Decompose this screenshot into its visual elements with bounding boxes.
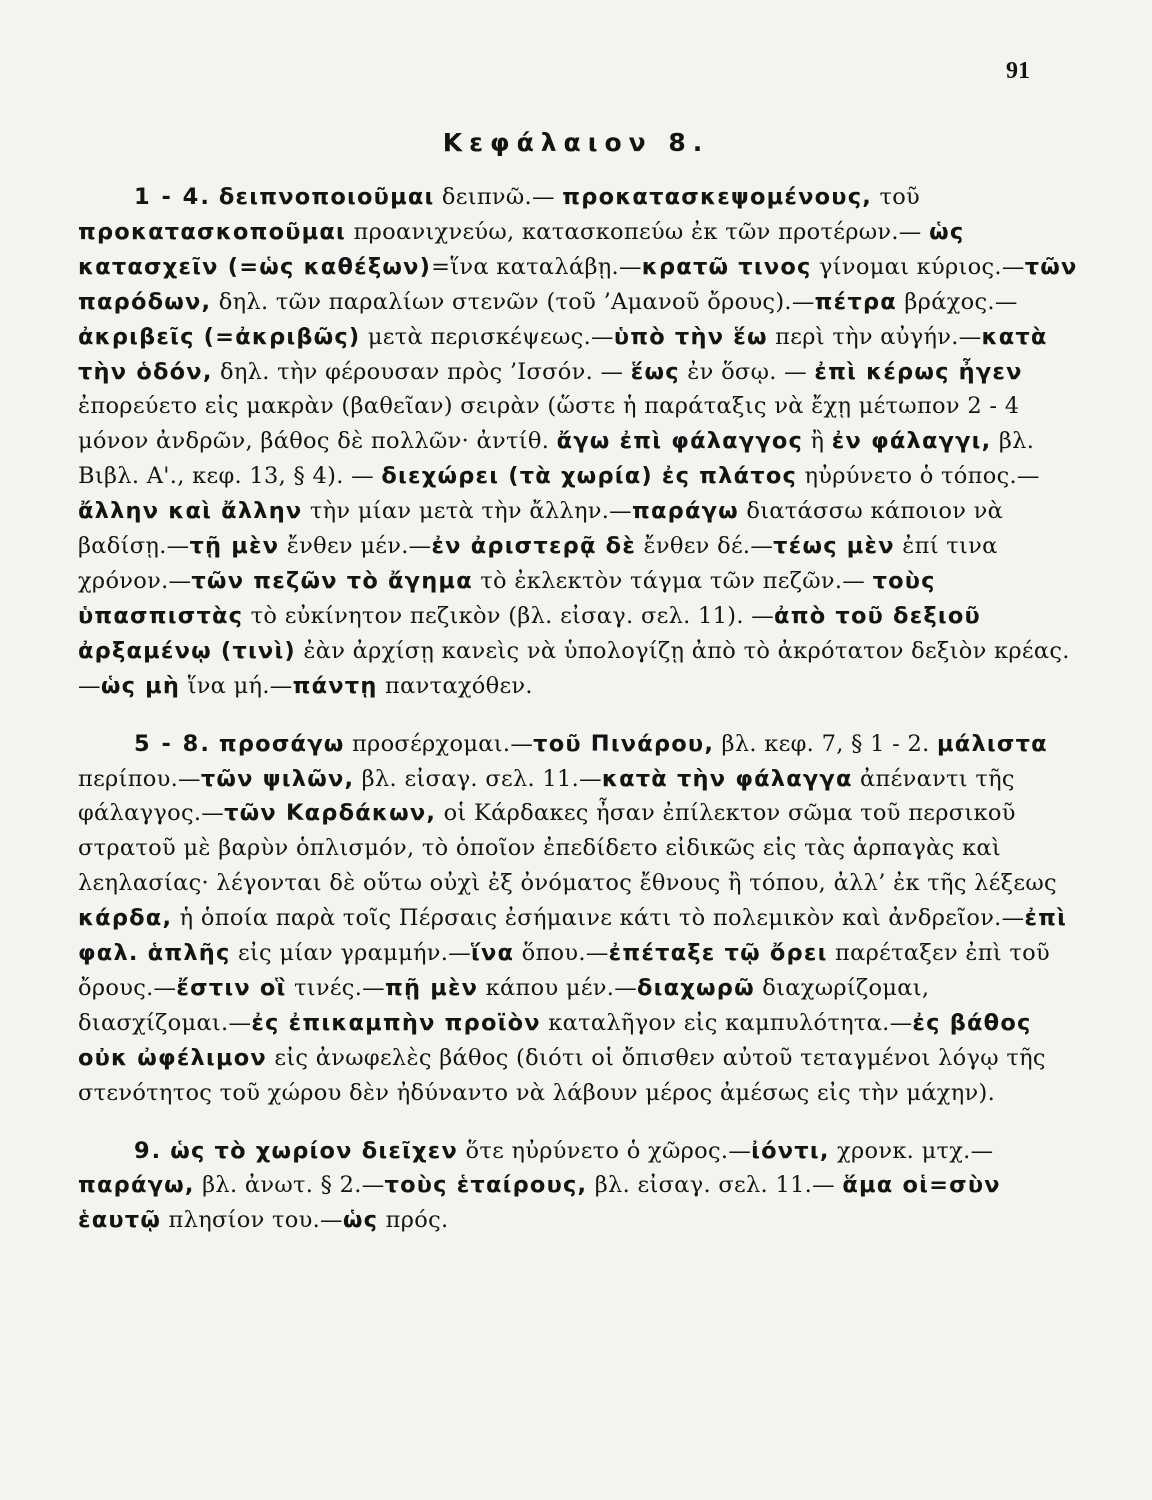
lemma-term: ὡς τὸ χωρίον διεῖχεν (170, 1137, 459, 1164)
lemma-term: ἐπὶ κέρως ἦγεν (814, 358, 1023, 385)
gloss-text: ἐὰν ἀρχίσῃ κανεὶς νὰ ὑπολογίζῃ ἀπὸ τὸ ἀκρότατον δεξιὸν κρέας.— (78, 637, 1070, 699)
gloss-text: πρός. (378, 1207, 449, 1234)
gloss-text: προσέρχομαι.— (344, 730, 534, 757)
gloss-text: ἵνα μή.— (180, 672, 293, 699)
gloss-text: τὸ ἐκλεκτὸν τάγμα τῶν πεζῶν.— (472, 567, 873, 594)
gloss-text: γίνομαι κύριος.— (811, 253, 1025, 280)
lemma-term: προκατασκεψομένους, (562, 184, 872, 210)
gloss-text: τοῦ (872, 184, 921, 210)
lemma-term: τοῦ Πινάρου, (533, 730, 715, 757)
lemma-term: πάντῃ (292, 672, 378, 699)
lemma-term: κατὰ τὴν φάλαγγα (601, 765, 853, 792)
gloss-text: ἐπί τινα χρόνον.— (78, 533, 998, 594)
lemma-term: προσάγω (218, 730, 345, 757)
gloss-text: διατάσσω κάποιον νὰ βαδίσῃ.— (78, 498, 1004, 560)
gloss-text: τὴν μίαν μετὰ τὴν ἄλλην.— (302, 498, 632, 525)
lemma-term: ἅμα οἱ=σὺν ἑαυτῷ (78, 1172, 1001, 1234)
lemma-term: ἄλλην καὶ ἄλλην (78, 498, 303, 525)
gloss-text: ἔνθεν μέν.— (279, 533, 432, 560)
gloss-text: βλ. ἀνωτ. § 2.— (194, 1172, 385, 1199)
paragraph-number: 1 - 4. (134, 184, 211, 210)
gloss-text: ἀπέναντι τῆς φάλαγγος.— (78, 765, 1015, 827)
lemma-term: ἀκριβεῖς (=ἀκριβῶς) (78, 323, 361, 350)
gloss-text: ἡ ὁποία παρὰ τοῖς Πέρσαις ἐσήμαινε κάτι τὸ πολεμικὸν καὶ ἀνδρεῖον.— (172, 905, 1025, 932)
gloss-text: ἐν ὅσῳ. — (679, 358, 815, 385)
gloss-text: χρονκ. μτχ.— (829, 1137, 994, 1164)
lemma-term: ἐν ἀριστερᾷ δὲ (431, 533, 637, 560)
lemma-term: ἵνα (471, 940, 515, 967)
lemma-term: ἐπὶ φαλ. ἁπλῆς (78, 905, 1068, 967)
gloss-text: προανιχνεύω, κατασκοπεύω ἐκ τῶν προτέρων.— (346, 218, 930, 245)
lemma-term: μάλιστα (937, 730, 1048, 757)
gloss-text: δηλ. τὴν φέρουσαν πρὸς ’Ισσόν. — (212, 358, 631, 385)
paragraph-1-4 (78, 180, 1086, 704)
gloss-text: ὅτε ηὐρύνετο ὁ χῶρος.— (458, 1137, 752, 1164)
paragraph-number: 5 - 8. (134, 730, 211, 757)
lemma-term: τέως μὲν (773, 533, 895, 560)
lemma-term: ἰόντι, (751, 1137, 830, 1164)
gloss-text: καταλῆγον εἰς καμπυλότητα.— (540, 1009, 913, 1036)
gloss-text: τὸ εὐκίνητον πεζικὸν (βλ. εἰσαγ. σελ. 11). — (243, 602, 775, 629)
gloss-text: =ἵνα καταλάβῃ.— (431, 253, 642, 280)
paragraph-text (78, 184, 1078, 699)
lemma-term: τῶν ψιλῶν, (200, 765, 355, 792)
gloss-text: δειπνῶ.— (434, 184, 563, 210)
gloss-text: ὅπου.— (514, 940, 609, 967)
chapter-title: Κεφάλαιον 8. (442, 128, 710, 157)
gloss-text: πλησίον του.— (161, 1207, 343, 1234)
gloss-text: ἐπορεύετο εἰς μακρὰν (βαθεῖαν) σειρὰν (ὥστε ἡ παράταξις νὰ ἔχῃ μέτωπον 2 - 4 μόνον ἀνδρῶν, βάθος δὲ πολλῶν· ἀντίθ. (78, 393, 1020, 455)
page-number: 91 (1006, 58, 1030, 84)
lemma-term: ἄγω ἐπὶ φάλαγγος (556, 428, 804, 455)
gloss-text: διαχωρίζομαι, διασχίζομαι.— (78, 974, 930, 1036)
gloss-text: περὶ τὴν αὐγήν.— (767, 323, 982, 350)
paragraph-text (78, 1138, 1001, 1234)
paragraph-9 (78, 1134, 1086, 1239)
lemma-term: δειπνοποιοῦμαι (218, 184, 435, 210)
gloss-text: εἰς μίαν γραμμήν.— (230, 940, 472, 967)
gloss-text: παρέταξεν ἐπὶ τοῦ ὄρους.— (78, 940, 1051, 1001)
lemma-term: πέτρα (814, 288, 897, 315)
lemma-term: τῇ μὲν (189, 533, 280, 560)
paragraph-5-8 (78, 727, 1086, 1111)
gloss-text: βράχος.— (896, 288, 1018, 315)
lemma-term: ἐς ἐπικαμπὴν προϊὸν (251, 1009, 541, 1036)
paragraph-number: 9. (134, 1137, 163, 1164)
lemma-term: ὡς κατασχεῖν (=ὡς καθέξων) (78, 218, 965, 280)
lemma-term: διεχώρει (τὰ χωρία) ἐς πλάτος (381, 463, 798, 490)
gloss-text: ἔνθεν δέ.— (636, 533, 774, 560)
lemma-term: ἔστιν οἳ (176, 974, 287, 1001)
lemma-term: παράγω, (78, 1172, 195, 1199)
lemma-term: τοὺς ἑταίρους, (384, 1172, 588, 1199)
lemma-term: κατὰ τὴν ὁδόν, (78, 323, 1048, 385)
lemma-term: κάρδα, (78, 905, 173, 932)
gloss-text: βλ. κεφ. 7, § 1 - 2. (714, 730, 938, 757)
lemma-term: διαχωρῶ (637, 974, 755, 1001)
gloss-text: εἰς ἀνωφελὲς βάθος (διότι οἱ ὄπισθεν αὐτοῦ τεταγμένοι λόγῳ τῆς στενότητος τοῦ χώρου δὲν ἠδύναντο νὰ λάβουν μέρος ἀμέσως εἰς τὴν μάχην). (78, 1044, 1046, 1106)
lemma-term: ὑπὸ τὴν ἕω (613, 323, 768, 350)
lemma-term: ἕως (630, 358, 680, 385)
gloss-text: πανταχόθεν. (377, 672, 533, 699)
lemma-term: ἐπέταξε τῷ ὄρει (608, 940, 828, 967)
lemma-term: τῶν Καρδάκων, (224, 800, 437, 827)
gloss-text: περίπου.— (78, 765, 201, 792)
gloss-text: ἢ (803, 428, 832, 455)
gloss-text: μετὰ περισκέψεως.— (360, 323, 614, 350)
gloss-text: τινές.— (286, 974, 385, 1001)
gloss-text: δηλ. τῶν παραλίων στενῶν (τοῦ ’Αμανοῦ ὄρους).— (211, 288, 815, 315)
lemma-term: ἐν φάλαγγι, (831, 428, 992, 455)
lemma-term: τοὺς ὑπασπιστὰς (78, 567, 936, 629)
lemma-term: ὡς μὴ (100, 672, 181, 699)
gloss-text: βλ. Βιβλ. Α'., κεφ. 13, § 4). — (78, 428, 1035, 490)
commentary-body (78, 180, 1086, 1238)
gloss-text: βλ. εἰσαγ. σελ. 11.— (587, 1172, 843, 1199)
paragraph-text (78, 731, 1067, 1106)
lemma-term: παράγω (631, 498, 739, 525)
gloss-text: ηὐρύνετο ὁ τόπος.— (797, 463, 1040, 490)
gloss-text: οἱ Κάρδακες ἦσαν ἐπίλεκτον σῶμα τοῦ περσικοῦ στρατοῦ μὲ βαρὺν ὁπλισμόν, τὸ ὁποῖον ἐπεδίδετο εἰδικῶς εἰς τὰς ἁρπαγὰς καὶ λεηλασίας· λέγονται δὲ οὕτω οὐχὶ ἐξ ὀνόματος ἔθνους ἢ τόπου, ἀλλ’ ἐκ τῆς λέξεως (78, 800, 1057, 897)
lemma-term: πῇ μὲν (384, 974, 479, 1001)
lemma-term: προκατασκοποῦμαι (78, 218, 347, 245)
lemma-term: ὡς (342, 1207, 379, 1234)
lemma-term: τῶν πεζῶν τὸ ἄγημα (191, 567, 473, 594)
gloss-text: βλ. εἰσαγ. σελ. 11.— (354, 765, 602, 792)
lemma-term: ἐς βάθος οὐκ ὠφέλιμον (78, 1009, 1032, 1071)
lemma-term: τῶν παρόδων, (78, 253, 1078, 315)
lemma-term: ἀπὸ τοῦ δεξιοῦ ἀρξαμένῳ (τινὶ) (78, 602, 981, 664)
gloss-text: κάπου μέν.— (478, 974, 638, 1001)
lemma-term: κρατῶ τινος (641, 253, 812, 280)
